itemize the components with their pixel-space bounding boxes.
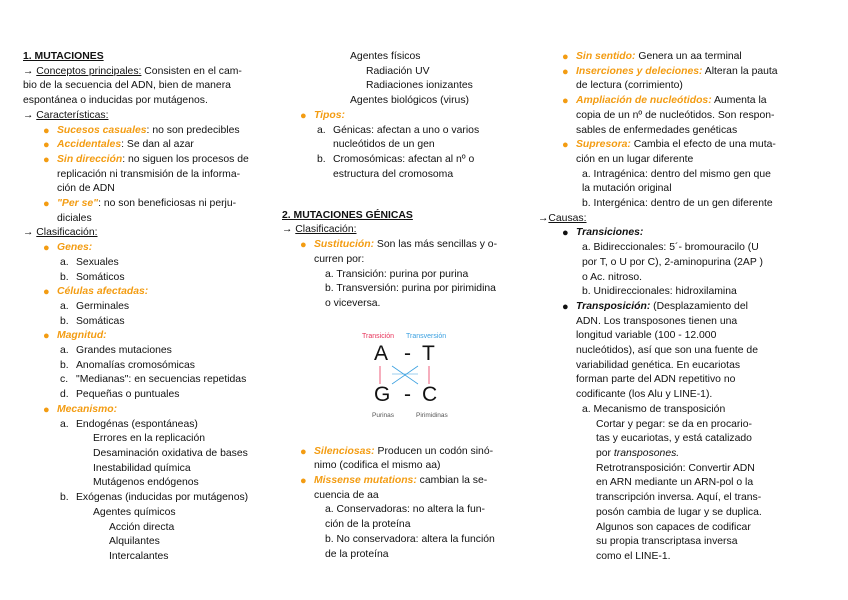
sub-sub-sub-item: Acción directa	[109, 521, 175, 533]
term: Ampliación de nucleótidos:	[576, 95, 712, 107]
text-line: bio de la secuencia del ADN, bien de manera	[23, 80, 231, 92]
list-item	[300, 109, 527, 124]
sub-sub-item: Mutágenos endógenos	[93, 477, 199, 489]
letter: b.	[60, 271, 69, 283]
text-line: nucleótidos de un gen	[333, 139, 435, 151]
purinas-label: Purinas	[372, 412, 395, 419]
text: "Medianas": en secuencias repetidas	[76, 374, 247, 386]
list-item	[300, 445, 527, 460]
causas-line	[538, 212, 788, 227]
text-line: ción de ADN	[57, 183, 115, 195]
letter: c.	[60, 374, 69, 386]
term: Mecanismo:	[57, 403, 118, 415]
text-line: variabilidad genética. En eucariotas	[576, 359, 741, 371]
section-title-mutaciones-genicas	[282, 209, 527, 224]
text-line: Algunos son capaces de codificar	[596, 521, 751, 533]
sub-sub-sub-item: Intercalantes	[109, 550, 169, 562]
text-line: Radiaciones ionizantes	[366, 80, 473, 92]
text: : no son predecibles	[146, 124, 240, 136]
text-line: cuencia de aa	[314, 489, 379, 501]
sub-sub-item: Inestabilidad química	[93, 462, 191, 474]
text-line	[596, 447, 788, 462]
text: Producen un codón sinó-	[374, 445, 494, 457]
dash: -	[404, 383, 411, 406]
clasificacion-line	[23, 226, 268, 241]
conceptos-label: Conceptos principales:	[36, 65, 142, 77]
base-g: G	[374, 383, 391, 406]
text-line: Radiación UV	[366, 65, 430, 77]
text-line: Agentes biológicos (virus)	[350, 95, 469, 107]
transicion-label: Transición	[362, 333, 395, 340]
list-item	[43, 241, 268, 256]
term: Magnitud:	[57, 330, 107, 342]
list-item	[562, 138, 788, 153]
text-line: posón cambia de lugar y se duplica.	[596, 506, 762, 518]
list-item	[300, 474, 527, 489]
text-line: a. Transición: purina por purina	[325, 268, 469, 280]
bullet-icon: ●	[43, 242, 50, 255]
dash: -	[404, 342, 411, 365]
text: Endogénas (espontáneas)	[76, 418, 198, 430]
term: Sustitución:	[314, 239, 375, 251]
list-item	[562, 50, 788, 65]
text: Génicas: afectan a uno o varios	[333, 124, 480, 136]
list-item	[562, 65, 788, 80]
text: : no son beneficiosas ni perju-	[98, 198, 237, 210]
letter: a.	[60, 345, 69, 357]
text: Pequeñas o puntuales	[76, 389, 180, 401]
letter: a.	[60, 418, 69, 430]
text-line: de lectura (corrimiento)	[576, 80, 683, 92]
text: : Se dan al azar	[121, 139, 194, 151]
text: cambian la se-	[416, 475, 488, 487]
list-item	[43, 138, 268, 153]
list-item	[562, 300, 788, 315]
text-line: a. Mecanismo de transposición	[582, 403, 726, 415]
bullet-icon: ●	[43, 153, 50, 166]
text-line: ción en un lugar diferente	[576, 153, 694, 165]
bullet-icon: ●	[562, 65, 569, 78]
bullet-icon: ●	[43, 330, 50, 343]
term: "Per se"	[57, 198, 99, 210]
term: Sin sentido:	[576, 51, 636, 62]
sub-sub-item: Agentes químicos	[93, 506, 176, 518]
list-item	[43, 329, 268, 344]
term: Tipos:	[314, 109, 345, 121]
sub-sub-item: Errores en la replicación	[93, 433, 206, 445]
text-line: estructura del cromosoma	[333, 168, 454, 180]
text-line: Cortar y pegar: se da en procario-	[596, 418, 752, 430]
column-2	[282, 50, 527, 562]
conceptos-line	[23, 65, 268, 80]
bullet-icon: ●	[562, 95, 569, 108]
sub-item	[317, 124, 527, 139]
text-line: b. Unidireccionales: hidroxilamina	[582, 286, 737, 298]
text: Alteran la pauta	[702, 65, 778, 77]
letter: b.	[60, 315, 69, 327]
sub-item	[60, 271, 268, 286]
bullet-icon: ●	[300, 475, 307, 488]
title-text: 2. MUTACIONES GÉNICAS	[282, 209, 413, 221]
term: Transposición:	[576, 300, 651, 312]
caracteristicas-line	[23, 109, 268, 124]
text: Germinales	[76, 300, 130, 312]
text-line: sables de enfermedades genéticas	[576, 124, 738, 136]
text: Son las más sencillas y o-	[374, 239, 498, 251]
text-line: por T, o U por C), 2-aminopurina (2AP )	[582, 256, 763, 268]
sub-item	[60, 344, 268, 359]
text: Grandes mutaciones	[76, 345, 172, 357]
text-line: curren por:	[314, 253, 365, 265]
causas-label: Causas:	[548, 212, 587, 224]
term: Silenciosas:	[314, 445, 375, 457]
diagram-arrows	[360, 330, 460, 420]
text-line: b. Transversión: purina por pirimidina	[325, 283, 496, 295]
bullet-icon: ●	[43, 403, 50, 416]
term: Inserciones y deleciones:	[576, 65, 703, 77]
text: Cromosómicas: afectan al nº o	[333, 153, 475, 165]
bullet-icon: ●	[562, 51, 569, 63]
text: Aumenta la	[711, 95, 767, 107]
clasificacion-label: Clasificación:	[295, 224, 357, 236]
sub-item	[60, 388, 268, 403]
bullet-icon: ●	[43, 124, 50, 137]
title-text: 1. MUTACIONES	[23, 51, 104, 62]
text: Cambia el efecto de una muta-	[630, 139, 776, 151]
list-item	[43, 285, 268, 300]
term: Transiciones:	[576, 227, 644, 239]
base-c: C	[422, 383, 438, 406]
bullet-icon: ●	[300, 109, 307, 122]
text-line: o viceversa.	[325, 297, 381, 309]
list-item	[43, 153, 268, 168]
text-line: forman parte del ADN repetitivo no	[576, 374, 736, 386]
transversion-label: Transversión	[406, 333, 447, 340]
text-line: replicación ni transmisión de la informa-	[57, 168, 241, 180]
term: Células afectadas:	[57, 286, 149, 298]
bullet-icon: ●	[562, 227, 569, 240]
list-item	[43, 124, 268, 139]
text: Somáticas	[76, 315, 125, 327]
term: Supresora:	[576, 139, 631, 151]
arrow-icon: →	[23, 227, 34, 239]
bullet-icon: ●	[562, 300, 569, 313]
term: Accidentales	[57, 139, 122, 151]
sub-item	[60, 491, 268, 506]
column-1	[23, 50, 268, 565]
letter: a.	[60, 300, 69, 312]
sub-item	[60, 315, 268, 330]
text-line: nimo (codifica el mismo aa)	[314, 460, 441, 472]
bullet-icon: ●	[43, 198, 50, 211]
base-a: A	[374, 342, 389, 365]
text-line: ADN. Los transposones tienen una	[576, 315, 738, 327]
text-line: la mutación original	[582, 183, 672, 195]
sub-item	[317, 153, 527, 168]
bullet-icon: ●	[300, 239, 307, 252]
letter: a.	[317, 124, 326, 136]
text: Anomalías cromosómicas	[76, 359, 195, 371]
text: Somáticos	[76, 271, 125, 283]
text-line: transcripción inversa. Aquí, el trans-	[596, 492, 762, 504]
transition-transversion-diagram	[360, 330, 460, 420]
bullet-icon: ●	[43, 139, 50, 152]
text-line: nucleótidos), así que son una fuente de	[576, 345, 758, 357]
text-line: espontánea o inducidas por mutágenos.	[23, 95, 208, 107]
letter: b.	[60, 359, 69, 371]
text-line: b. Intergénica: dentro de un gen diferente	[582, 198, 773, 210]
base-t: T	[422, 342, 435, 365]
text-line: ción de la proteína	[325, 519, 411, 531]
text: : no siguen los procesos de	[122, 153, 249, 165]
text-line: codificante (los Alu y LINE-1).	[576, 389, 713, 401]
sub-sub-item: Desaminación oxidativa de bases	[93, 447, 248, 459]
text: Exógenas (inducidas por mutágenos)	[76, 492, 249, 504]
text-line: b. No conservadora: altera la función	[325, 533, 495, 545]
letter: d.	[60, 389, 69, 401]
caracteristicas-label: Características:	[36, 109, 109, 121]
term: Missense mutations:	[314, 475, 417, 487]
letter: a.	[60, 256, 69, 268]
sub-item	[60, 373, 268, 388]
text-line: copia de un nº de nucleótidos. Son respon-	[576, 109, 775, 121]
text: Consisten en el cam-	[141, 65, 242, 77]
sub-item	[60, 256, 268, 271]
column-3	[538, 50, 788, 565]
text: Genera un aa terminal	[635, 51, 742, 62]
text-line: Retrotransposición: Convertir ADN	[596, 462, 755, 474]
text-line: en ARN mediante un ARN-pol o la	[596, 477, 754, 489]
arrow-icon: →	[23, 65, 34, 77]
list-item	[300, 238, 527, 253]
italic-text: transposones.	[613, 447, 680, 459]
list-item	[562, 226, 788, 241]
list-item	[562, 94, 788, 109]
text-line: tas y eucariotas, y está catalizado	[596, 433, 752, 445]
pirimidinas-label: Pirimidinas	[416, 412, 448, 419]
text: Sexuales	[76, 256, 119, 268]
text-line: de la proteína	[325, 548, 389, 560]
text-line: a. Conservadoras: no altera la fun-	[325, 504, 485, 516]
list-item	[43, 403, 268, 418]
sub-sub-sub-item: Alquilantes	[109, 536, 160, 548]
sub-item	[60, 300, 268, 315]
letter: b.	[317, 153, 326, 165]
text-line: Agentes físicos	[350, 51, 421, 62]
term: Sucesos casuales	[57, 124, 147, 136]
text-line: o Ac. nitroso.	[582, 271, 643, 283]
bullet-icon: ●	[43, 286, 50, 299]
section-title-mutaciones	[23, 50, 268, 65]
text-line: a. Bidireccionales: 5´- bromouracilo (U	[582, 242, 759, 254]
arrow-icon: →	[23, 109, 34, 121]
arrow-icon: →	[282, 224, 293, 236]
clasificacion-label: Clasificación:	[36, 227, 98, 239]
text: (Desplazamiento del	[650, 300, 748, 312]
term: Genes:	[57, 242, 93, 254]
arrow-icon: →	[538, 212, 549, 224]
text-line: longitud variable (100 - 12.000	[576, 330, 717, 342]
list-item	[43, 197, 268, 212]
clasificacion-line	[282, 223, 527, 238]
term: Sin dirección	[57, 153, 123, 165]
sub-item	[60, 418, 268, 433]
bullet-icon: ●	[300, 445, 307, 458]
text: por	[596, 447, 614, 459]
bullet-icon: ●	[562, 139, 569, 152]
text-line: su propia transcriptasa inversa	[596, 536, 738, 548]
text-line: diciales	[57, 212, 92, 224]
sub-item	[60, 359, 268, 374]
text-line: a. Intragénica: dentro del mismo gen que	[582, 168, 771, 180]
letter: b.	[60, 492, 69, 504]
text-line: como el LINE-1.	[596, 550, 671, 562]
